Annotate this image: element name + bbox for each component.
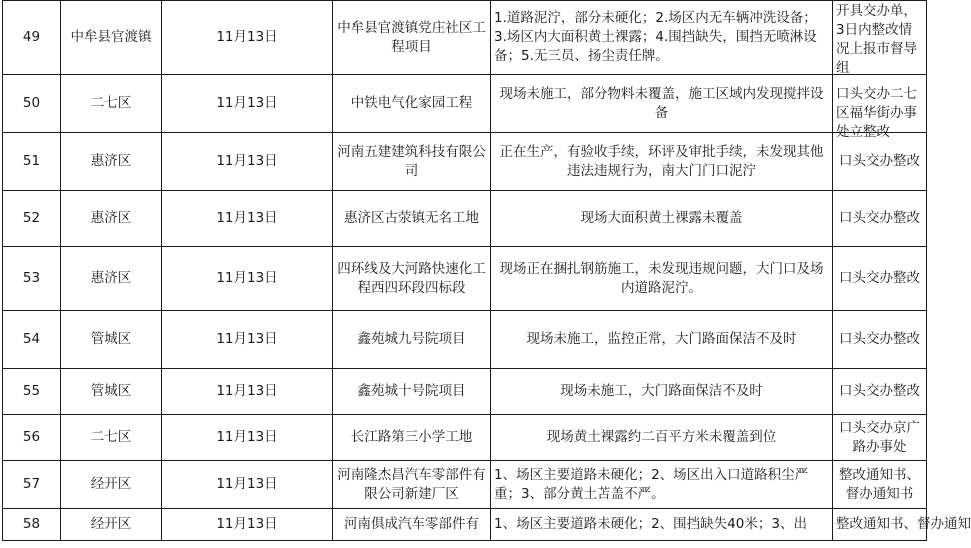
issue-cell (491, 415, 833, 461)
row-number: 56 (3, 415, 61, 461)
issue-cell (491, 1, 833, 75)
issue-cell (491, 133, 833, 191)
action-text: 整改通知书、督办通知书 (839, 466, 920, 502)
issue-text: 现场未施工，监控正常，大门路面保洁不及时 (526, 331, 797, 347)
district-cell: 二七区 (61, 75, 162, 133)
table-row (3, 191, 927, 247)
project-cell: 鑫苑城十号院项目 (333, 369, 491, 415)
action-cell (833, 461, 927, 509)
district-cell: 二七区 (61, 415, 162, 461)
action-cell (833, 75, 927, 140)
date-cell: 11月13日 (162, 369, 333, 415)
row-number: 58 (3, 509, 61, 541)
date-cell: 11月13日 (162, 415, 333, 461)
row-number: 52 (3, 191, 61, 247)
table-row (3, 133, 927, 191)
table-row (3, 509, 927, 541)
district-cell: 经开区 (61, 461, 162, 509)
district-cell: 惠济区 (61, 133, 162, 191)
action-text: 口头交办整改 (839, 210, 920, 226)
action-cell (833, 247, 927, 311)
action-text: 口头交办二七区福华街办事处立整改 (836, 85, 917, 140)
issue-cell (491, 461, 833, 509)
action-cell (833, 191, 927, 247)
date-cell: 11月13日 (162, 461, 333, 509)
project-cell (333, 247, 491, 311)
table-row (3, 247, 927, 311)
date-cell: 11月13日 (162, 247, 333, 311)
date-cell: 11月13日 (162, 311, 333, 369)
action-text: 口头交办整改 (839, 331, 920, 347)
issue-cell (491, 509, 833, 541)
project-cell (333, 509, 491, 541)
action-text: 口头交办整改 (839, 383, 920, 399)
issue-text: 现场正在捆扎钢筋施工，未发现违规问题，大门口及场内道路泥泞。 (499, 260, 824, 296)
district-cell: 经开区 (61, 509, 162, 541)
table-row (3, 461, 927, 509)
issue-text: 现场黄土裸露约二百平方米未覆盖到位 (546, 429, 777, 445)
action-text: 开具交办单，3日内整改情况上报市督导组 (836, 2, 917, 76)
row-number: 54 (3, 311, 61, 369)
project-text: 河南隆杰昌汽车零部件有限公司新建厂区 (337, 466, 486, 502)
action-cell (833, 415, 927, 461)
project-text: 四环线及大河路快速化工程西四环段四标段 (337, 260, 486, 296)
date-cell: 11月13日 (162, 509, 333, 541)
issue-text: 1.道路泥泞，部分未硬化；2.场区内无车辆冲洗设备；3.场区内大面积黄土裸露；4.围挡缺失，围挡无喷淋设备；5.无三员、扬尘责任牌。 (494, 10, 817, 64)
issue-cell (491, 75, 833, 133)
action-text: 口头交办京广路办事处 (839, 419, 920, 455)
table-row (3, 311, 927, 369)
project-cell: 惠济区古荥镇无名工地 (333, 191, 491, 247)
project-cell (333, 461, 491, 509)
action-text: 整改通知书、督办通知 (836, 516, 971, 532)
table-row (3, 1, 927, 75)
inspection-table (2, 0, 971, 541)
issue-text: 现场大面积黄土裸露未覆盖 (580, 210, 743, 226)
date-cell: 11月13日 (162, 133, 333, 191)
date-cell: 11月13日 (162, 75, 333, 133)
issue-cell (491, 369, 833, 415)
action-cell (833, 369, 927, 415)
action-cell (833, 1, 927, 75)
project-text: 河南俱成汽车零部件有 (344, 516, 479, 532)
date-cell: 11月13日 (162, 191, 333, 247)
row-number: 49 (3, 1, 61, 75)
date-cell: 11月13日 (162, 1, 333, 75)
issue-text: 现场未施工，大门路面保洁不及时 (560, 383, 763, 399)
issue-cell (491, 311, 833, 369)
project-cell: 中牟县官渡镇党庄社区工程项目 (333, 1, 491, 75)
row-number: 50 (3, 75, 61, 133)
action-text: 口头交办整改 (839, 270, 920, 286)
table-row (3, 75, 927, 133)
action-cell (833, 509, 971, 541)
row-number: 51 (3, 133, 61, 191)
table-row (3, 415, 927, 461)
issue-text: 1、场区主要道路未硬化；2、围挡缺失40米；3、出 (494, 516, 807, 532)
district-cell: 管城区 (61, 369, 162, 415)
action-text: 口头交办整改 (839, 153, 920, 169)
district-cell: 惠济区 (61, 247, 162, 311)
project-cell: 长江路第三小学工地 (333, 415, 491, 461)
row-number: 57 (3, 461, 61, 509)
project-cell: 中铁电气化家园工程 (333, 75, 491, 133)
project-cell: 河南五建建筑科技有限公司 (333, 133, 491, 191)
district-cell: 管城区 (61, 311, 162, 369)
project-cell: 鑫苑城九号院项目 (333, 311, 491, 369)
issue-text: 现场未施工，部分物料未覆盖，施工区域内发现搅拌设备 (499, 85, 824, 121)
row-number: 55 (3, 369, 61, 415)
table-row (3, 369, 927, 415)
issue-text: 1、场区主要道路未硬化；2、场区出入口道路积尘严重；3、部分黄土苫盖不严。 (494, 466, 809, 502)
issue-cell (491, 191, 833, 247)
issue-cell (491, 247, 833, 311)
district-cell: 中牟县官渡镇 (61, 1, 162, 75)
issue-text: 正在生产，有验收手续，环评及审批手续，未发现其他违法违规行为，南大门门口泥泞 (499, 143, 824, 179)
action-cell (833, 311, 927, 369)
district-cell: 惠济区 (61, 191, 162, 247)
row-number: 53 (3, 247, 61, 311)
